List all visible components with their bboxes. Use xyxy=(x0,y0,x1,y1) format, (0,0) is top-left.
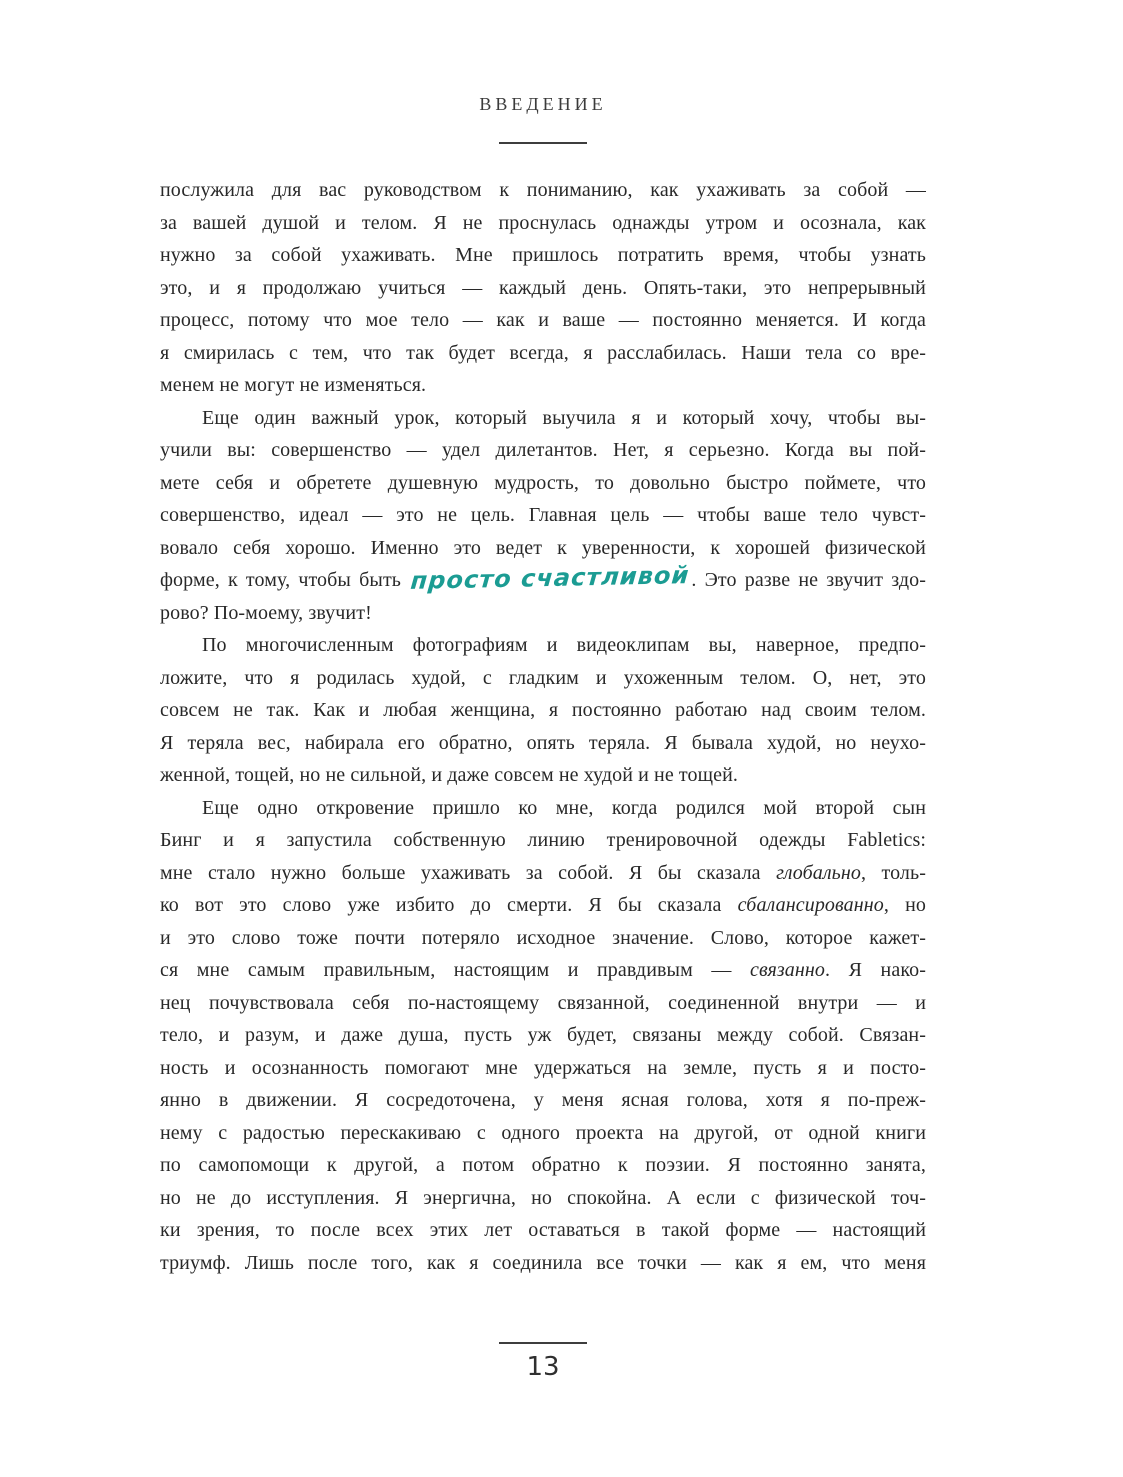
text-line xyxy=(160,1182,926,1215)
text-segment: ложите, что я родилась худой, с гладким и ухоженным телом. О, нет, это xyxy=(160,666,926,689)
text-segment: нужно за собой ухаживать. Мне пришлось потратить время, чтобы узнать xyxy=(160,244,926,266)
text-segment: , толь- xyxy=(861,861,926,884)
text-line xyxy=(160,239,926,272)
text-segment: вовало себя хорошо. Именно это ведет к уверенности, к хорошей физической xyxy=(160,536,926,559)
text-segment: Бинг и я запустила собственную линию тренировочной одежды Fabletics: xyxy=(160,829,926,851)
text-line xyxy=(160,1052,926,1085)
text-segment: по самопомощи к другой, а потом обратно к поэзии. Я постоянно занята, xyxy=(160,1154,926,1176)
paragraph xyxy=(160,792,926,1280)
text-segment: ность и осознанность помогают мне удержаться на земле, пусть я и посто- xyxy=(160,1056,926,1079)
text-line xyxy=(160,922,926,955)
text-line xyxy=(160,304,926,337)
text-line xyxy=(160,1247,926,1280)
text-segment: женной, тощей, но не сильной, и даже совсем не худой и не тощей. xyxy=(160,764,738,786)
text-segment: за вашей душой и телом. Я не проснулась однажды утром и осознала, как xyxy=(160,211,926,234)
text-line xyxy=(160,954,926,987)
text-segment: я смирилась с тем, что так будет всегда, я расслабилась. Наши тела со вре- xyxy=(160,341,926,364)
text-line xyxy=(160,824,926,857)
text-line xyxy=(160,727,926,760)
text-segment: , но xyxy=(883,894,926,916)
text-segment: это, и я продолжаю учиться — каждый день. Опять-таки, это непрерывный xyxy=(160,276,926,299)
text-line xyxy=(160,857,926,890)
text-segment: совершенство, идеал — это не цель. Главная цель — чтобы ваше тело чувст- xyxy=(160,504,926,526)
text-segment: и это слово тоже почти потеряло исходное значение. Слово, которое кажет- xyxy=(160,926,926,949)
text-line xyxy=(160,434,926,467)
text-segment: мете себя и обретете душевную мудрость, то довольно быстро поймете, что xyxy=(160,471,926,494)
text-line xyxy=(160,272,926,305)
footer-divider xyxy=(499,1342,587,1344)
text-segment: совсем не так. Как и любая женщина, я постоянно работаю над своим телом. xyxy=(160,699,926,721)
text-segment: Я теряла вес, набирала его обратно, опять теряла. Я бывала худой, но неухо- xyxy=(160,731,926,754)
text-line xyxy=(160,694,926,727)
text-line xyxy=(160,499,926,532)
paragraph xyxy=(160,174,926,402)
text-segment: ся мне самым правильным, настоящим и правдивым — xyxy=(160,959,750,981)
text-line xyxy=(160,1019,926,1052)
text-segment: Еще один важный урок, который выучила я и который хочу, чтобы вы- xyxy=(202,406,926,429)
text-segment: процесс, потому что мое тело — как и ваше — постоянно меняется. И когда xyxy=(160,309,926,331)
text-line xyxy=(160,889,926,922)
paragraph xyxy=(160,629,926,792)
text-segment: янно в движении. Я сосредоточена, у меня ясная голова, хотя я по-преж- xyxy=(160,1089,926,1111)
text-segment: . Я нако- xyxy=(825,959,927,981)
text-line xyxy=(160,467,926,500)
text-line xyxy=(160,369,926,402)
text-line xyxy=(160,662,926,695)
header-divider xyxy=(499,142,587,144)
body-text xyxy=(160,174,926,1279)
chapter-title: ВВЕДЕНИЕ xyxy=(479,94,607,114)
text-segment: ко вот это слово уже избито до смерти. Я бы сказала xyxy=(160,894,738,916)
text-segment: ки зрения, то после всех этих лет оставаться в такой форме — настоящий xyxy=(160,1219,926,1241)
text-segment: . Это разве не звучит здо- xyxy=(691,569,926,591)
italic-emphasis: сбалансированно xyxy=(737,894,884,916)
page-number: 13 xyxy=(526,1352,560,1382)
chapter-header xyxy=(160,94,926,144)
text-line xyxy=(160,174,926,207)
text-segment: форме, к тому, чтобы быть xyxy=(160,569,410,591)
italic-emphasis: глобально xyxy=(776,861,862,884)
handwritten-accent-phrase: просто счастливой xyxy=(409,561,691,595)
paragraph xyxy=(160,402,926,630)
text-line xyxy=(160,792,926,825)
text-segment: нец почувствовала себя по-настоящему связанной, соединенной внутри — и xyxy=(160,991,926,1014)
text-segment: триумф. Лишь после того, как я соединила все точки — как я ем, что меня xyxy=(160,1251,926,1274)
italic-emphasis: связанно xyxy=(749,959,826,981)
text-line xyxy=(160,1214,926,1247)
text-segment: послужила для вас руководством к пониманию, как ухаживать за собой — xyxy=(160,179,926,201)
text-line xyxy=(160,337,926,370)
text-line xyxy=(160,1149,926,1182)
text-line xyxy=(160,1117,926,1150)
text-line xyxy=(160,629,926,662)
text-segment: тело, и разум, и даже душа, пусть уж будет, связаны между собой. Связан- xyxy=(160,1024,926,1046)
text-line xyxy=(160,1084,926,1117)
text-line xyxy=(160,759,926,792)
text-segment: По многочисленным фотографиям и видеоклипам вы, наверное, предпо- xyxy=(202,634,926,656)
text-line xyxy=(160,987,926,1020)
text-segment: мне стало нужно больше ухаживать за собой. Я бы сказала xyxy=(160,861,777,884)
text-segment: нему с радостью перескакиваю с одного проекта на другой, от одной книги xyxy=(160,1121,926,1144)
text-segment: Еще одно откровение пришло ко мне, когда родился мой второй сын xyxy=(202,796,926,819)
text-line xyxy=(160,532,926,565)
text-segment: рово? По-моему, звучит! xyxy=(160,601,372,624)
text-line xyxy=(160,597,926,630)
text-line xyxy=(160,402,926,435)
text-segment: менем не могут не изменяться. xyxy=(160,374,427,396)
text-segment: учили вы: совершенство — удел дилетантов. Нет, я серьезно. Когда вы пой- xyxy=(160,439,926,461)
text-line xyxy=(160,207,926,240)
text-segment: но не до исступления. Я энергична, но спокойна. А если с физической точ- xyxy=(160,1186,926,1209)
text-line xyxy=(160,561,926,597)
